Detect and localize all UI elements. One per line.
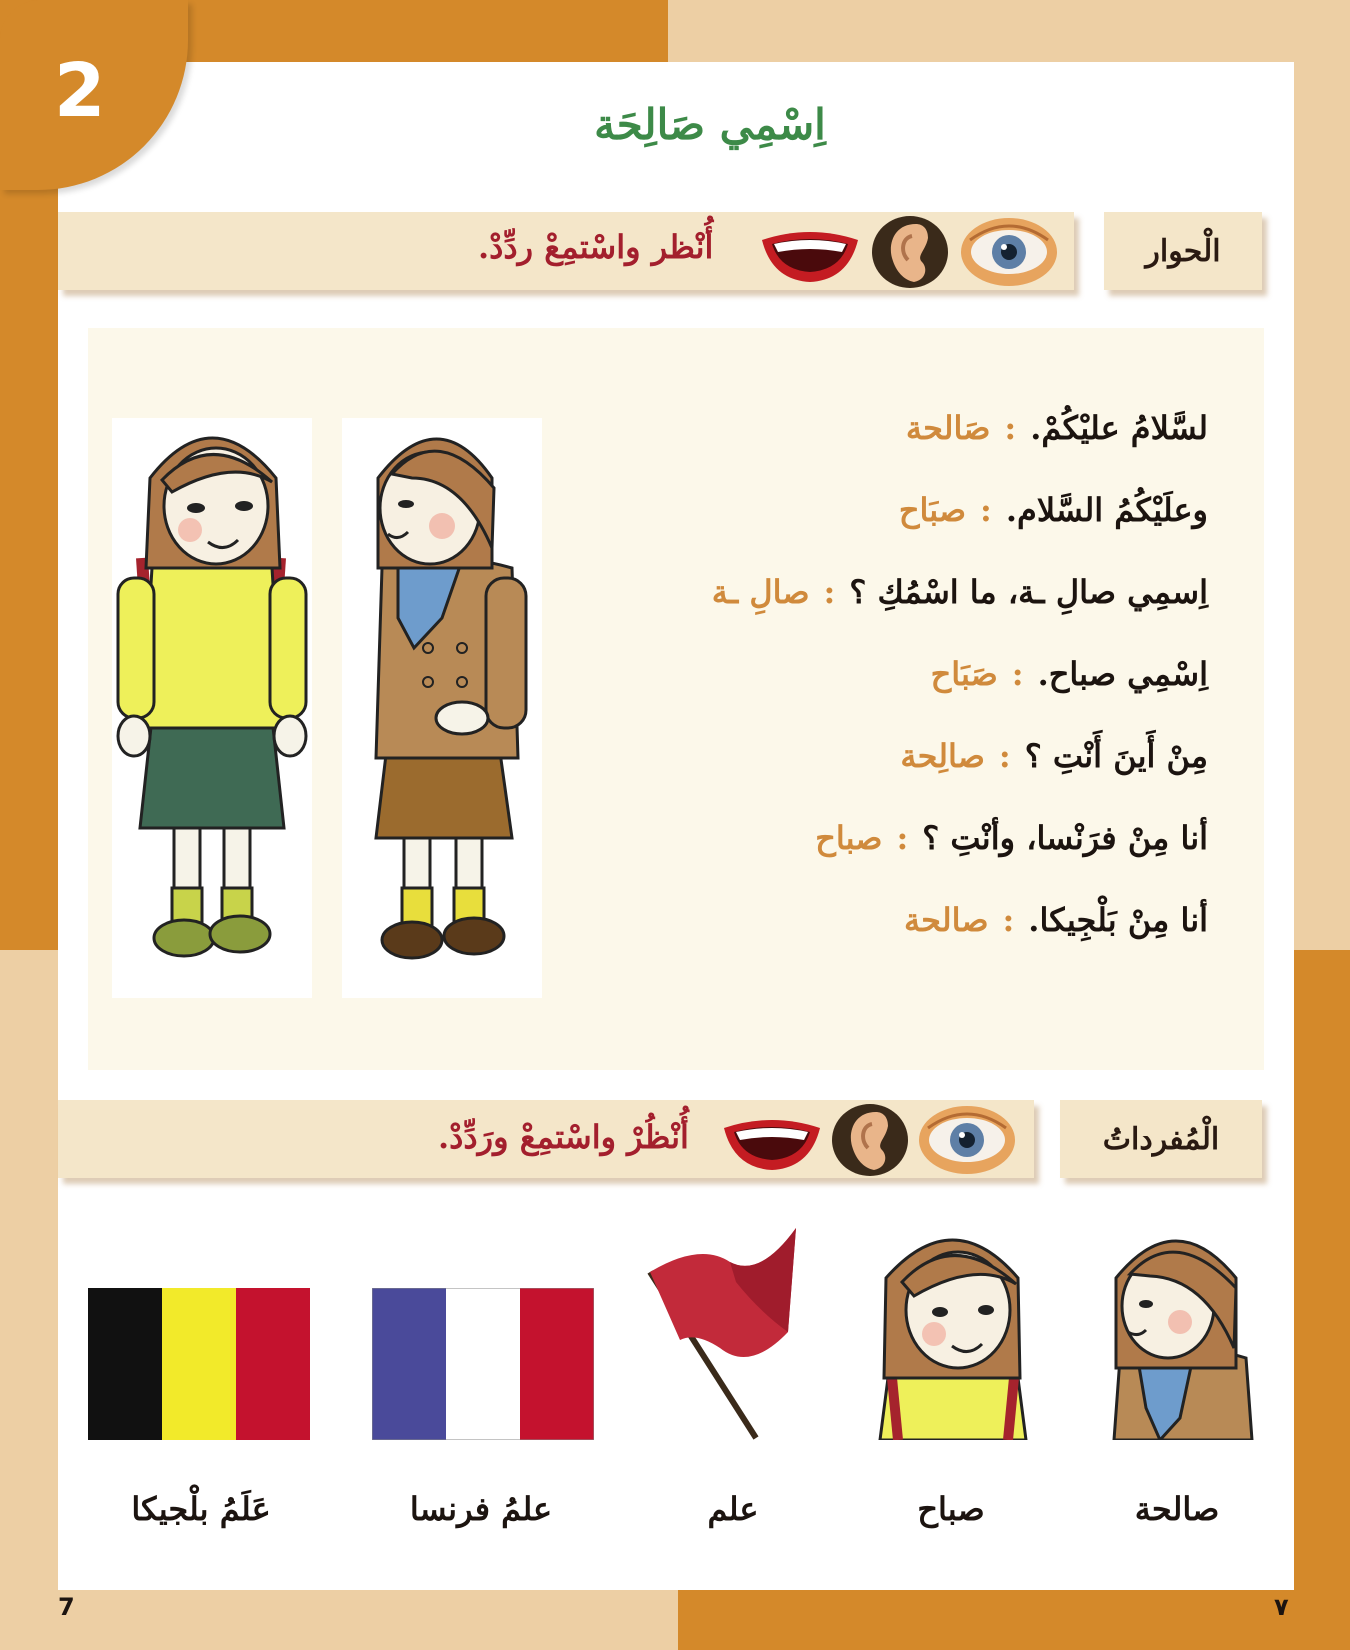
vocab-picture-belgium-flag [88, 1288, 310, 1440]
speaker-colon: : [896, 819, 909, 857]
eye-icon [958, 214, 1060, 290]
speaker-colon: : [1011, 655, 1024, 693]
dialogue-line-6 [815, 808, 1208, 868]
dialogue-speaker: صباح [815, 819, 883, 857]
page-number-left: 7 [58, 1593, 75, 1621]
vocab-section-label: الْمُفرداتُ [1060, 1100, 1262, 1178]
eye-icon [916, 1102, 1018, 1178]
dialogue-speaker: صالحة [904, 901, 989, 939]
ear-icon [828, 1102, 912, 1178]
vocab-picture-flag [640, 1222, 806, 1442]
speaker-colon: : [1004, 409, 1017, 447]
dialogue-text: مِنْ أَينَ أَنْتِ ؟ [1024, 737, 1208, 775]
dialogue-section-label: الْحوار [1104, 212, 1262, 290]
lesson-number: 2 [54, 48, 106, 134]
vocab-picture-france-flag [372, 1288, 594, 1440]
page-number-right: ٧ [1274, 1593, 1289, 1621]
vocab-picture-sabah [868, 1218, 1038, 1440]
vocab-picture-saleha [1106, 1218, 1256, 1440]
dialogue-speaker: صَالحة [905, 409, 991, 447]
vocab-label-flag: علم [707, 1490, 759, 1528]
vocab-label-france-flag: علمُ فرنسا [409, 1490, 553, 1528]
dialogue-speaker: صبَاح [898, 491, 967, 529]
speaker-colon: : [998, 737, 1011, 775]
vocab-label-saleha: صالحة [1134, 1490, 1220, 1528]
mouth-icon [758, 222, 862, 284]
dialogue-speaker: صَبَاح [930, 655, 998, 693]
dialogue-speaker: صالِحة [900, 737, 985, 775]
dialogue-line-7 [904, 890, 1208, 950]
speaker-colon: : [980, 491, 992, 529]
dialogue-line-2 [899, 480, 1208, 540]
dialogue-text: أنا مِنْ فرَنْسا، وأنْتِ ؟ [922, 819, 1208, 857]
dialogue-line-5 [900, 726, 1208, 786]
vocab-label-sabah: صباح [917, 1490, 985, 1528]
dialogue-text: لسَّلامُ عليْكُمْ. [1030, 409, 1208, 447]
page-title: اِسْمِي صَالِحَة [594, 100, 826, 149]
vocab-instruction: أُنْظُرْ واسْتمِعْ ورَدِّدْ. [438, 1118, 689, 1156]
dialogue-line-1 [906, 398, 1208, 458]
dialogue-text: اِسْمِي صباح. [1037, 655, 1208, 693]
girl-sabah-illustration [342, 418, 542, 998]
ear-icon [868, 214, 952, 290]
girl-saleha-illustration [112, 418, 312, 998]
dialogue-instruction: أُنْظر واسْتمِعْ ردِّدْ. [478, 228, 714, 266]
vocab-label-belgium-flag: عَلَمُ بلْجيكا [131, 1490, 271, 1528]
dialogue-text: وعلَيْكُمُ السَّلام. [1005, 491, 1208, 529]
dialogue-text: اِسمِي صالِ ـة، ما اسْمُكِ ؟ [849, 573, 1208, 611]
dialogue-line-3 [712, 562, 1208, 622]
speaker-colon: : [1002, 901, 1015, 939]
dialogue-speaker: صالِ ـة [711, 573, 810, 611]
speaker-colon: : [823, 573, 836, 611]
mouth-icon [720, 1110, 824, 1172]
dialogue-line-4 [931, 644, 1208, 704]
dialogue-text: أنا مِنْ بَلْجِيكا. [1028, 901, 1208, 939]
